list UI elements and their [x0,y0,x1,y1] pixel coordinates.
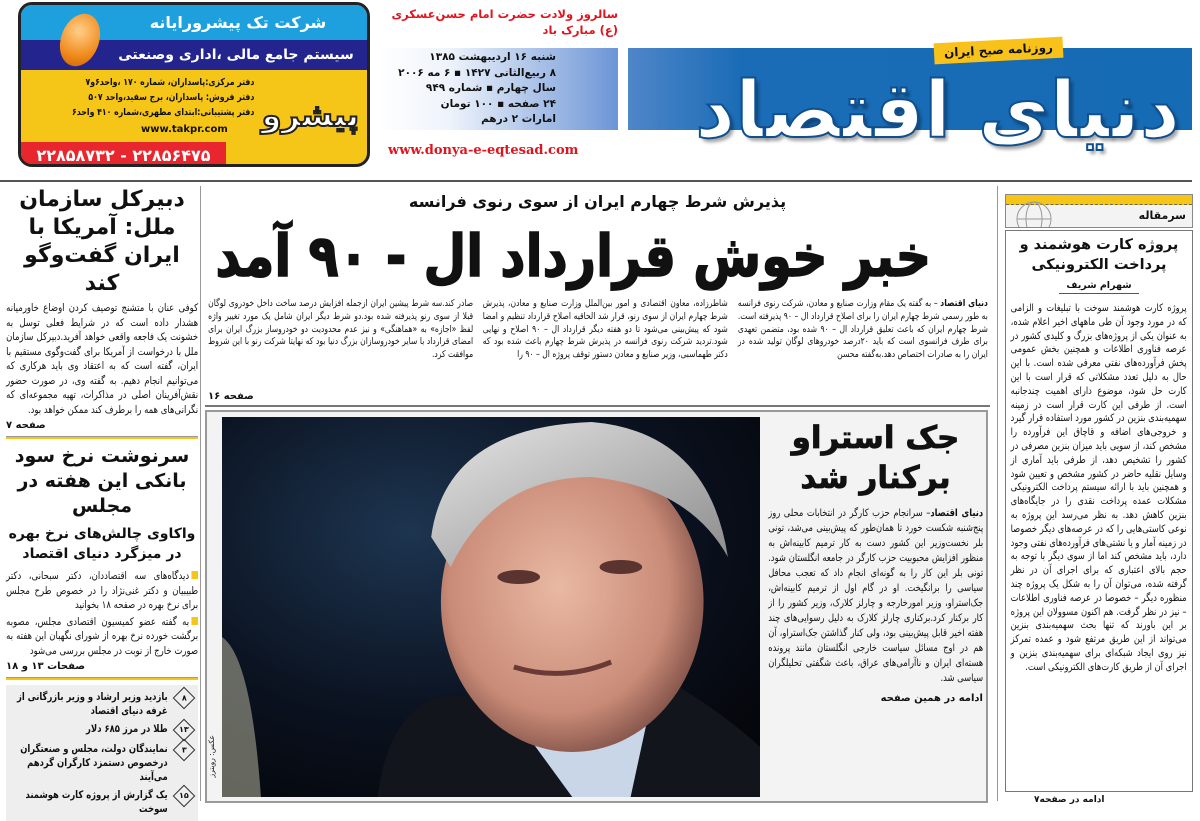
masthead-logo [628,0,1200,178]
issue-price-uae: امارات ۲ درهم [481,113,556,125]
section-label: سرمقاله [1138,209,1186,222]
index-text: یک گزارش از پروژه کارت هوشمند سوخت [25,789,168,815]
story-text: – سرانجام حزب کارگر در انتخابات محلی روز پنج‌شنبه شکست خورد تا همان‌طور که پیش‌بینی می‌شد، تونی بلر نخست‌وزیر این کشور دست به کار ترمیم کابینه‌اش به منظور افزایش محبوبیت حزب کارگر در جامعه انگلستان شود. تونی بلر این کار را به گونه‌ای انجام داد که تعجب محافل سیاسی را برانگیخت. او در گام اول از ترمیم کابینه‌اش، جک‌استراو، وزیر امورخارجه و چارلز کلارک، وزیر کشور را از کار برکنار کرد.برکناری چارلز کلارک به دلیل رسوایی‌های چند هفته اخیر قابل پیش‌بینی بود، ولی کنار گذاشتن جک‌استراو، آن هم در اوج مسائل سیاست خارجی انگلستان مانند پرونده هسته‌ای ایران و ناآرامی‌های عراق، باعث شگفتی تحلیلگران سیاسی شد. [768,508,983,684]
index-item[interactable] [10,722,194,738]
newspaper-name: دنیای اقتصاد [695,66,1180,156]
story-body [6,301,198,417]
editorial-body-wrap [1011,302,1187,675]
ad-tagline: سیستم جامع مالی ،اداری وصنعتی [118,47,354,63]
index-item[interactable] [10,690,194,718]
index-text: طلا در مرز ۶۸۵ دلار [86,723,168,735]
index-text: نمایندگان دولت، مجلس و صنعتگران درخصوص دستمزد کارگران گردهم می‌آیند [20,743,169,783]
lead-column [738,298,988,390]
index-item[interactable] [10,742,194,784]
editorial-label-bar [1005,194,1193,228]
index-text: بازدید وزیر ارشاد و وزیر بازرگانی از غرفه دنیای اقتصاد [17,691,169,717]
section-divider [6,436,198,439]
lead-column [208,298,473,390]
news-source: دنیای اقتصاد [930,508,983,519]
continued-ref[interactable]: ادامه در صفحه۷ [1030,794,1109,806]
story-headline[interactable]: جک استراو برکنار شد [791,420,960,496]
column-divider [997,186,998,801]
index-item[interactable] [10,788,194,816]
story-headline[interactable]: دبیرکل سازمان ملل: آمریکا با ایران گفت‌وگو کند [19,187,185,296]
column-divider [200,186,201,801]
ad-url[interactable]: www.takpr.com [141,124,228,135]
issue-date: شنبه ۱۶ اردیبهشت ۱۳۸۵ [429,51,556,63]
newspaper-tagline: روزنامه صبح ایران [934,37,1064,65]
page-ref[interactable]: صفحات ۱۳ و ۱۸ [6,661,85,672]
lead-headline[interactable]: خبر خوش قرارداد ال - ۹۰ آمد [215,222,932,290]
editorial-box [1005,230,1193,792]
ad-addresses [29,75,254,120]
story-headline[interactable]: سرنوشت نرخ سود بانکی این هفته در مجلس [14,445,190,517]
left-column [6,186,198,821]
lead-body [208,298,988,390]
straw-story [768,418,983,706]
lead-column [483,298,728,390]
jack-straw-photo[interactable] [222,417,760,797]
bullet-text: دیدگاه‌های سه اقتصاددان، دکتر سبحانی، دکتر طبیبیان و دکتر غنی‌نژاد را در خصوص طرح مجلس برای نرخ بهره در صفحه ۱۸ بخوانید [6,570,198,611]
inside-index [6,685,198,821]
lead-text: صادر کند.سه شرط پیشین ایران ازجمله افزایش درصد ساخت داخل خودروی لوگان قبلا از سوی رنو پذیرفته شده بود.دو شرط دیگر ایران شامل یک مورد تغییر واژه لفظ «اجازه» به «هماهنگی» و نیز عدم محدودیت دو خودروساز بزرگ ایران برای امضای قرارداد با سایر خودروسازان بزرگ دنیا بود که نهایتا شرکت رنو با این شروط موافقت کرد. [208,298,473,361]
bullet-icon [191,571,198,579]
continued-ref[interactable]: ادامه در همین صفحه [880,693,983,704]
page-number-badge: ۱۳ [173,719,196,742]
issue-price: ۲۴ صفحه ▪ ۱۰۰ تومان [440,97,556,110]
lead-text: شاطرزاده، معاون اقتصادی و امور بین‌الملل وزارت صنایع و معادن، پذیرش شرط چهارم ایران از سوی رنو، قرار شد الحاقیه اصلاح قرارداد تنظیم و امضا شود که پیش‌بینی می‌شود تا دو هفته دیگر قرارداد ال – ۹۰ اصلاح و نهایی شود.تردید شرکت رنوی فرانسه در پذیرش شرط چهارم باعث شده بود که دکتر طهماسبی، وزیر صنایع و معادن دستور توقف پروژه ال – ۹۰ را [483,298,728,361]
lead-text: – به گفته یک مقام وزارت صنایع و معادن، شرکت رنوی فرانسه به طور رسمی شرط چهارم ایران را برای اصلاح قرارداد ال – ۹۰ پذیرفته است. شرط چهارم ایران که باعث تعلیق قرارداد ال – ۹۰ شده بود، متضمن تعهدی برای طرف فرانسوی است که باید ۲۰درصد خودروهای لوگان تولید شده در ایران را به صادرات اختصاص دهد.به‌گفته محسن [738,298,988,361]
ad-address: دفتر مرکزی:پاسداران، شماره ۱۷۰ ،واحد۶و۷ [85,77,254,88]
bullet-item [6,615,198,659]
editorial-body: پروژه کارت هوشمند سوخت با تبلیغات و الزامی که در مورد وجود آن طی ماههای اخیر اعلام شده، به عنوان یکی از پروژه‌های بزرگ و کلیدی کشور در عرصه فناوری اطلاعات و همچنین بخش عمومی پخش فرآورده‌های نفتی معرفی شده است. با این حال به دلیل تعدد مشکلاتی که قرار است با این کارت حل شود، موضوع دارای اهمیت چندجانبه است. از طرفی این کارت قرار است در زمینه سهمیه‌بندی بنزین در کشور مورد استفاده قرار گیرد و خروجی‌های اضافه و قاچاق این فرآورده را مشخص کند، از سویی باید میزان بنزین مصرفی در کشور را تشخیص دهد، از طرفی باید آماری از وسایل نقلیه حاضر در کشور مشخص و تعیین شود و همچنین باید با ارائه سیستم پرداخت الکترونیکی مشکلات عمده پرداخت نقدی را در جایگاه‌های بنزین کاهش دهد. به نظر می‌رسد این پروژه به نوعی کاستی‌هایی را که در عرصه‌های دیگر خصوصا در زمینه آمار و یا نشتی‌های فرآورده‌های نفتی وجود دارد، باید مشخص کند اما از سوی دیگر با توجه به حجم بالای اعتباری که برای اجرای آن در نظر گرفته شده، می‌توان آن را به شکل یک پروژه چند منظوره دیگر – خصوصا در عرصه فناوری اطلاعات – نیز در نظر گرفت. هم اکنون مسوولان این پروژه بر این باورند که تنها بحث سهمیه‌بندی بنزین می‌تواند از این طریق مرتفع شود و عمده تمرکز نیز روی ایجاد شبکه‌ای برای سهمیه‌بندی بنزین و اجرای آن از طریق کارت‌های الکترونیکی است. [1011,303,1187,673]
news-source: دنیای اقتصاد [940,298,989,309]
section-divider [6,677,198,680]
ad-pishro-logo: پیشرو [261,96,359,134]
editorial-headline[interactable]: پروژه کارت هوشمند و پرداخت الکترونیکی [1019,237,1179,273]
bullet-icon [191,617,198,625]
story-text: کوفی عنان با متشنج توصیف کردن اوضاع خاورمیانه هشدار داده است که در شرایط فعلی توسل به خشونت یک فاجعه واقعی خواهد آفرید.دبیرکل سازمان ملل با درخواست از آمریکا برای گفت‌وگوی مستقیم با ایران، گفته است که به اعتقاد وی باید هرکاری که می‌توانیم انجام دهیم. به گفته وی، در صورت حضور نقش‌آفرینان اصلی در مذاکرات، تهیه مجموعه‌ای که نگرانی‌های همه را برطرف کند ممکن خواهد بود. [6,302,198,416]
ad-phones: ۲۲۸۵۸۷۳۲ - ۲۲۸۵۶۴۷۵ [21,142,226,167]
issue-date-alt: ۸ ربیع‌الثانی ۱۴۲۷ ▪ ۶ مه ۲۰۰۶ [398,66,556,79]
page-number-badge: ۸ [173,687,196,710]
editorial-author: شهرام شریف [1059,280,1139,294]
bullet-item [6,569,198,613]
section-divider [205,405,990,407]
bullet-text: به گفته عضو کمیسیون اقتصادی مجلس، مصوبه برگشت خورده نرخ بهره از شورای نگهبان این هفته به صورت خارج از نوبت در مجلس بررسی می‌شود [6,615,198,657]
issue-number: سال چهارم ▪ شماره ۹۴۹ [425,82,556,94]
ad-address: دفتر پشتیبانی:ابتدای مطهری،شماره ۴۱۰ واحد۶ [71,107,255,118]
story-subhead: واکاوی چالش‌های نرخ بهره در میزگرد دنیای اقتصاد [8,526,196,562]
advertisement [18,2,370,167]
page-ref[interactable]: صفحه ۱۶ [208,391,254,402]
page-ref[interactable]: صفحه ۷ [6,420,46,431]
website-link[interactable]: www.donya-e-eqtesad.com [388,143,579,158]
ad-address: دفتر فروش: پاسداران، برج سفید،واحد ۵۰۷ [88,92,255,103]
issue-info [378,48,618,130]
story-body [768,506,983,686]
lead-kicker: پذیرش شرط چهارم ایران از سوی رنوی فرانسه [408,192,787,211]
photo-credit: عکس: رویترز [207,735,216,778]
ad-company: شرکت تک پیشرورایانه [149,13,327,32]
globe-icon [1014,197,1054,227]
holiday-greeting: سالروز ولادت حضرت امام حسن‌عسکری (ع) مبارک باد [391,7,618,37]
header-divider [0,180,1192,182]
page-number-badge: ۳ [173,739,196,762]
page-number-badge: ۱۵ [173,785,196,808]
